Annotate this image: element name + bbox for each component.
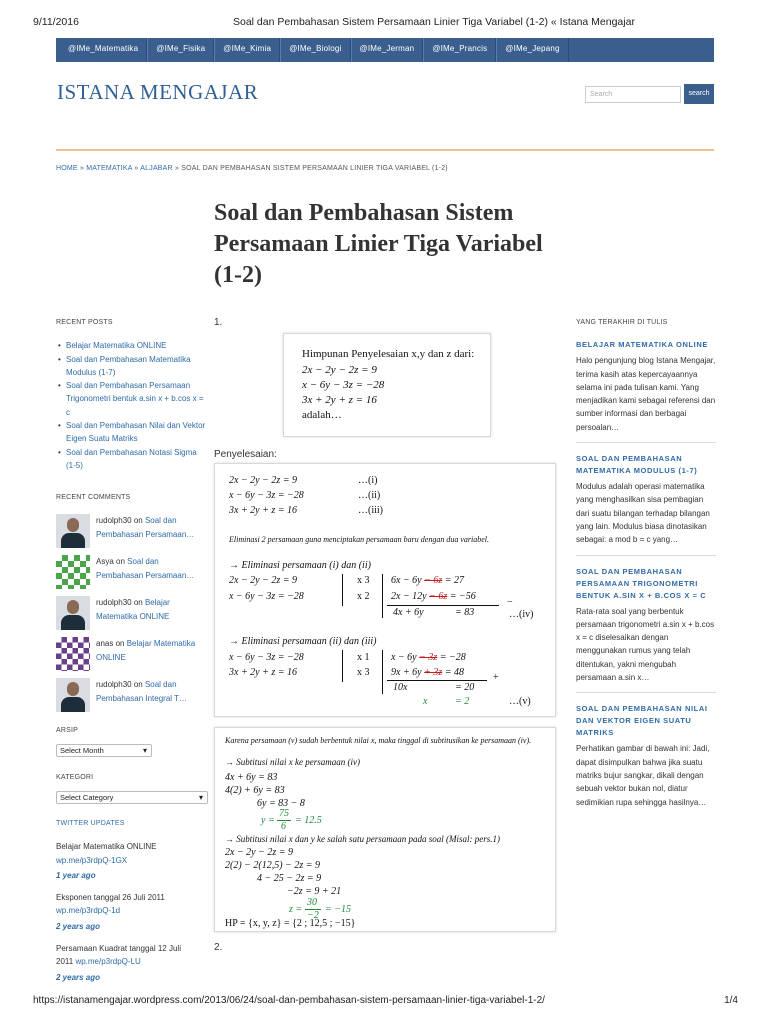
sol-eq2: x − 6y − 3z = −28 <box>229 490 304 501</box>
site-logo[interactable]: ISTANA MENGAJAR <box>57 80 259 104</box>
breadcrumb <box>56 165 448 172</box>
sol2-note: Karena persamaan (v) sudah berbentuk nilai x, maka tinggal di subtitusikan ke persamaan (iv). <box>225 736 532 745</box>
comment-post-link[interactable]: Belajar Matematika ONLINE <box>96 598 170 621</box>
elim1-row2 <box>391 591 476 602</box>
sol-tag2: …(ii) <box>358 490 381 501</box>
term: x − 6y <box>391 652 420 663</box>
recent-posts-list <box>56 339 206 472</box>
multiplier: x 3 <box>357 667 370 678</box>
sol2-line1: 4x + 6y = 83 <box>225 772 278 783</box>
latest-post-excerpt: Perhatikan gambar di bawah ini: Jadi, dapat disimpulkan bahwa jika suatu matriks bujur sangkar, dikali dengan sebuah vektor bukan nol, diatur sedimikian rupa sehingga hasilnya… <box>576 744 710 807</box>
tweet-link[interactable]: wp.me/p3rdpQ-LU <box>75 957 141 967</box>
avatar[interactable] <box>56 555 90 589</box>
latest-post-heading[interactable]: SOAL DAN PEMBAHASAN MATEMATIKA MODULUS (1-7) <box>576 454 698 476</box>
tweet-item <box>56 840 206 882</box>
sol-eq3: 3x + 2y + z = 16 <box>229 505 298 516</box>
elim2-row2 <box>391 667 464 678</box>
latest-post-item <box>576 453 716 555</box>
multiplier: x 2 <box>357 591 370 602</box>
sol2-heading-subst1: → Subtitusi nilai x ke persamaan (iv) <box>225 757 360 767</box>
sol-elim2-eq1: x − 6y − 3z = −28 <box>229 652 304 663</box>
x-variable: x <box>423 696 428 707</box>
sol-elim1-eq2: x − 6y − 3z = −28 <box>229 591 304 602</box>
question-eq2: x − 6y − 3z = −28 <box>302 379 385 391</box>
latest-post-item <box>576 703 716 816</box>
cancelled-term: − 3z <box>419 652 438 663</box>
term: = 48 <box>444 667 465 678</box>
tweet-link[interactable]: wp.me/p3rdpQ-1GX <box>56 855 128 865</box>
sol-elim1-eq1: 2x − 2y − 2z = 9 <box>229 575 298 586</box>
term: = −56 <box>449 591 476 602</box>
breadcrumb-sep: » <box>172 165 182 172</box>
recent-comments <box>56 491 206 719</box>
tweet-text: Persamaan Kuadrat tanggal 12 Juli 2011 <box>56 944 181 967</box>
solution-image-2 <box>214 727 556 932</box>
divider-line <box>382 574 383 618</box>
nav-item-jerman[interactable]: @IMe_Jerman <box>351 38 424 62</box>
multiplier: x 3 <box>357 575 370 586</box>
print-url: https://istanamengajar.wordpress.com/2013/06/24/soal-dan-pembahasan-sistem-persamaan-linier-tiga-variabel-1-2/ <box>33 995 545 1006</box>
term: = −28 <box>439 652 466 663</box>
divider-line <box>342 650 343 682</box>
category-select[interactable]: Select Category ▾ <box>56 791 208 804</box>
comment-item <box>56 678 206 719</box>
breadcrumb-aljabar[interactable]: ALJABAR <box>140 165 173 172</box>
sol-tag5: …(v) <box>509 696 531 707</box>
question-eq3: 3x + 2y + z = 16 <box>302 394 377 406</box>
question-image <box>283 333 491 437</box>
z-numerator: 30 <box>307 897 317 908</box>
term: = 27 <box>444 575 465 586</box>
z-denominator: −2 <box>307 910 319 921</box>
y-label: y = <box>261 815 275 826</box>
avatar[interactable] <box>56 637 90 671</box>
sol2-line6: 2(2) − 2(12,5) − 2z = 9 <box>225 860 320 871</box>
tweet-text: Belajar Matematika ONLINE <box>56 842 157 852</box>
z-value: = −15 <box>325 904 351 915</box>
breadcrumb-home[interactable]: HOME <box>56 165 78 172</box>
nav-item-fisika[interactable]: @IMe_Fisika <box>147 38 214 62</box>
latest-post-heading[interactable]: BELAJAR MATEMATIKA ONLINE <box>576 340 708 350</box>
recent-comments-title: RECENT COMMENTS <box>56 494 131 501</box>
x-value: = 2 <box>455 696 470 707</box>
plus-sign: + <box>493 672 499 683</box>
sol2-line5: 2x − 2y − 2z = 9 <box>225 847 294 858</box>
print-footer <box>33 995 738 1006</box>
elim1-result-value: = 83 <box>455 607 475 618</box>
elim1-row1 <box>391 575 464 586</box>
solution-image-1 <box>214 463 556 717</box>
nav-item-prancis[interactable]: @IMe_Prancis <box>423 38 496 62</box>
sol-heading-elim2: → Eliminasi persamaan (ii) dan (iii) <box>229 636 377 647</box>
print-title: Soal dan Pembahasan Sistem Persamaan Linier Tiga Variabel (1-2) « Istana Mengajar <box>233 16 635 28</box>
tweet-text: Eksponen tanggal 26 Juli 2011 <box>56 893 165 903</box>
multiplier: x 1 <box>357 652 370 663</box>
recent-post-link[interactable]: • Soal dan Pembahasan Notasi Sigma (1-5) <box>56 446 206 473</box>
comment-on: on <box>131 598 145 608</box>
cancelled-term: + 3z <box>424 667 443 678</box>
nav-item-kimia[interactable]: @IMe_Kimia <box>214 38 280 62</box>
recent-post-link[interactable]: • Soal dan Pembahasan Persamaan Trigonometri bentuk a.sin x + b.cos x = c <box>56 379 206 419</box>
page-number: 1/4 <box>724 995 738 1006</box>
tweet-item <box>56 942 186 984</box>
tweet-time[interactable]: 2 years ago <box>56 972 101 982</box>
sol2-line3: 6y = 83 − 8 <box>257 798 305 809</box>
solution-label: Penyelesaian: <box>214 449 277 460</box>
sol-tag1: …(i) <box>358 475 378 486</box>
sol-note: Eliminasi 2 persamaan guna menciptakan persamaan baru dengan dua variabel. <box>229 535 489 544</box>
elim2-result-value: = 20 <box>455 682 475 693</box>
sum-line <box>387 605 499 606</box>
archive-select[interactable]: Select Month ▾ <box>56 744 152 757</box>
latest-post-heading[interactable]: SOAL DAN PEMBAHASAN PERSAMAAN TRIGONOMETRI BENTUK A.SIN X + B.COS X = C <box>576 566 707 600</box>
cancelled-term: − 6z <box>429 591 448 602</box>
nav-item-jepang[interactable]: @IMe_Jepang <box>496 38 568 62</box>
comment-post-link[interactable]: Soal dan Pembahasan Persamaan… <box>96 516 195 539</box>
print-date: 9/11/2016 <box>33 16 79 28</box>
term: 9x + 6y <box>391 667 425 678</box>
category-widget <box>56 771 206 804</box>
category-title: KATEGORI <box>56 774 94 781</box>
solution-set: HP = {x, y, z} = {2 ; 12,5 ; −15} <box>225 918 356 929</box>
avatar[interactable] <box>56 678 90 712</box>
sol-tag4: …(iv) <box>509 609 534 620</box>
sol2-line2: 4(2) + 6y = 83 <box>225 785 285 796</box>
breadcrumb-sep: » <box>132 165 141 172</box>
elim2-row1 <box>391 652 466 663</box>
comment-author[interactable]: Asya <box>96 557 114 567</box>
comment-on: on <box>113 557 128 567</box>
question-eq1: 2x − 2y − 2z = 9 <box>302 364 377 376</box>
z-label: z = <box>289 904 303 915</box>
sum-line <box>387 680 487 681</box>
comment-on: on <box>131 516 145 526</box>
nav-item-biologi[interactable]: @IMe_Biologi <box>280 38 350 62</box>
recent-post-link[interactable]: • Belajar Matematika ONLINE <box>56 339 206 352</box>
divider-line <box>342 574 343 606</box>
recent-post-link[interactable]: • Soal dan Pembahasan Matematika Modulus (1-7) <box>56 353 206 380</box>
elim1-result: 4x + 6y <box>393 607 424 618</box>
recent-post-link[interactable]: • Soal dan Pembahasan Nilai dan Vektor Eigen Suatu Matriks <box>56 419 206 446</box>
comment-author[interactable]: rudolph30 <box>96 680 132 690</box>
latest-post-excerpt: Rata-rata soal yang berbentuk persamaan trigonometri a.sin x + b.cos x = c diselesaikan dengan menggunakan rumus yang telah ditentukan, yakni mengubah persamaan a.sin x… <box>576 606 715 683</box>
left-sidebar <box>56 316 206 472</box>
archive-widget <box>56 724 206 757</box>
breadcrumb-sep: » <box>77 165 87 172</box>
latest-post-item <box>576 339 716 443</box>
comment-author[interactable]: rudolph30 <box>96 598 132 608</box>
problem-number: 2. <box>214 942 223 953</box>
elim2-result: 10x <box>393 682 408 693</box>
twitter-widget <box>56 817 206 984</box>
latest-post-excerpt: Halo pengunjung blog Istana Mengajar, terima kasih atas kepercayaannya selama ini pada tulisan kami. Yang menjadikan kami sebagai referensi dan sumber informasi dan berbagai persoalan… <box>576 356 716 432</box>
search-button[interactable]: search <box>684 84 714 104</box>
post-title: Soal dan Pembahasan Sistem Persamaan Linier Tiga Variabel (1-2) <box>214 200 543 288</box>
comment-item <box>56 555 206 596</box>
comment-author[interactable]: rudolph30 <box>96 516 132 526</box>
latest-post-heading[interactable]: SOAL DAN PEMBAHASAN NILAI DAN VEKTOR EIGEN SUATU MATRIKS <box>576 704 708 738</box>
right-sidebar <box>576 316 716 827</box>
y-numerator: 75 <box>279 808 289 819</box>
comment-item <box>56 514 206 555</box>
comment-author[interactable]: anas <box>96 639 114 649</box>
comment-item <box>56 637 206 678</box>
sol2-line7: 4 − 25 − 2z = 9 <box>257 873 322 884</box>
tweet-link[interactable]: wp.me/p3rdpQ-1d <box>56 906 121 916</box>
latest-post-item <box>576 566 716 694</box>
y-denominator: 6 <box>281 821 286 832</box>
latest-post-excerpt: Modulus adalah operasi matematika yang menghasilkan sisa pembagian dari suatu bilangan terhadap bilangan yang lain. Modulus biasa dinotasikan sebagai: a mod b = c yang… <box>576 482 710 545</box>
cancelled-term: − 6z <box>424 575 443 586</box>
question-heading: Himpunan Penyelesaian x,y dan z dari: <box>302 348 475 360</box>
breadcrumb-matematika[interactable]: MATEMATIKA <box>86 165 133 172</box>
tweet-item <box>56 891 206 933</box>
header-divider <box>56 149 714 151</box>
divider-line <box>382 650 383 694</box>
comment-on: on <box>113 639 127 649</box>
avatar[interactable] <box>56 514 90 548</box>
comment-post-link[interactable]: Soal dan Pembahasan Integral T… <box>96 680 188 703</box>
tweet-time[interactable]: 2 years ago <box>56 921 101 931</box>
sol-elim2-eq2: 3x + 2y + z = 16 <box>229 667 298 678</box>
y-value: = 12.5 <box>295 815 322 826</box>
search-input[interactable]: Search <box>585 86 681 103</box>
recent-posts-title: RECENT POSTS <box>56 319 113 326</box>
minus-sign: − <box>507 597 513 608</box>
top-nav <box>56 38 714 62</box>
archive-title: ARSIP <box>56 727 79 734</box>
tweet-time[interactable]: 1 year ago <box>56 870 96 880</box>
sol-heading-elim1: → Eliminasi persamaan (i) dan (ii) <box>229 560 371 571</box>
latest-posts-title: YANG TERAKHIR DI TULIS <box>576 319 668 326</box>
comment-item <box>56 596 206 637</box>
sol-tag3: …(iii) <box>358 505 383 516</box>
breadcrumb-current: SOAL DAN PEMBAHASAN SISTEM PERSAMAAN LINIER TIGA VARIABEL (1-2) <box>181 165 448 172</box>
avatar[interactable] <box>56 596 90 630</box>
twitter-title[interactable]: TWITTER UPDATES <box>56 820 125 827</box>
sol2-heading-subst2: → Subtitusi nilai x dan y ke salah satu persamaan pada soal (Misal: pers.1) <box>225 834 500 844</box>
comment-post-link[interactable]: Belajar Matematika ONLINE <box>96 639 196 662</box>
comment-post-link[interactable]: Soal dan Pembahasan Persamaan… <box>96 557 195 580</box>
question-tail: adalah… <box>302 409 342 421</box>
problem-number: 1. <box>214 317 223 328</box>
term: 2x − 12y <box>391 591 430 602</box>
comment-on: on <box>131 680 145 690</box>
sol2-line8: −2z = 9 + 21 <box>287 886 342 897</box>
term: 6x − 6y <box>391 575 425 586</box>
nav-item-matematika[interactable]: @IMe_Matematika <box>60 38 147 62</box>
sol-eq1: 2x − 2y − 2z = 9 <box>229 475 298 486</box>
